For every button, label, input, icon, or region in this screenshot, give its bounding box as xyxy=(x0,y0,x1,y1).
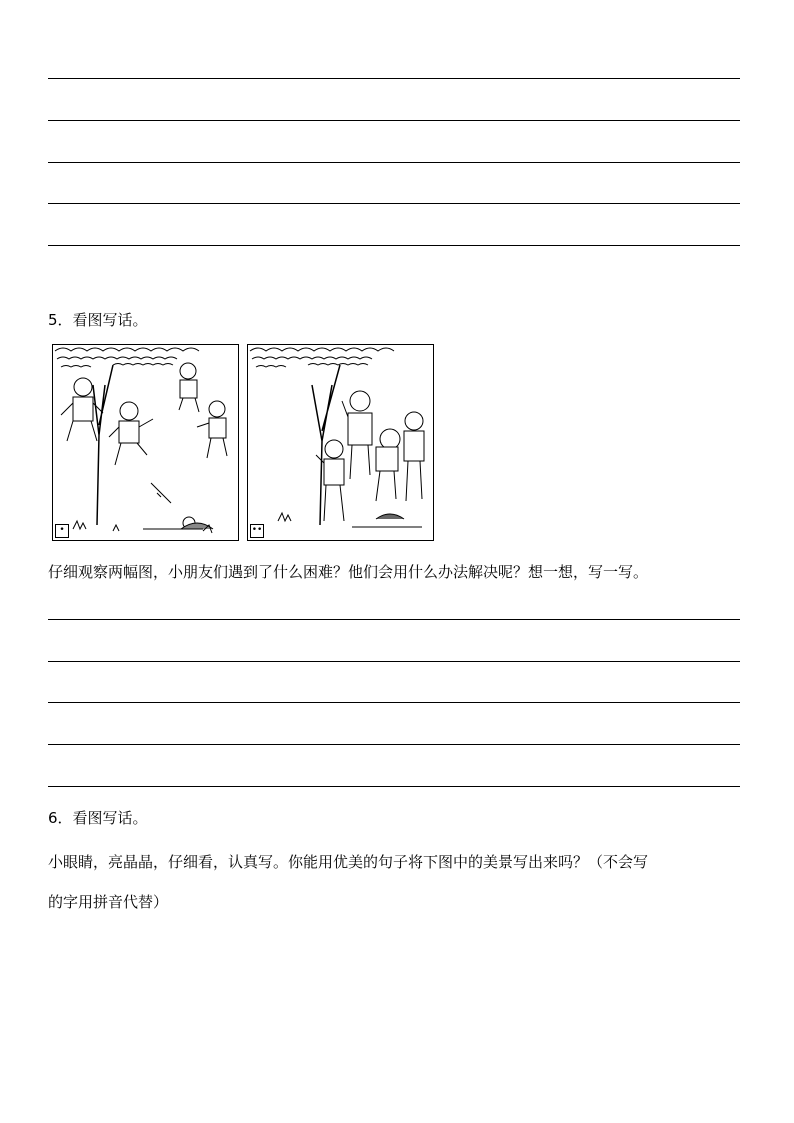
writing-line xyxy=(48,702,740,703)
question-6-prompt-line-2: 的字用拼音代替） xyxy=(48,893,169,911)
writing-line xyxy=(48,744,740,745)
kids-running-illustration xyxy=(53,345,240,542)
writing-line xyxy=(48,203,740,204)
kids-looking-at-hole-illustration xyxy=(248,345,435,542)
writing-line xyxy=(48,245,740,246)
writing-line xyxy=(48,162,740,163)
question-5-prompt: 仔细观察两幅图，小朋友们遇到了什么困难？他们会用什么办法解决呢？想一想，写一写。 xyxy=(48,563,649,581)
writing-line xyxy=(48,78,740,79)
picture-panel-2 xyxy=(247,344,434,541)
writing-line xyxy=(48,661,740,662)
writing-line xyxy=(48,786,740,787)
panel-number: • xyxy=(55,524,69,538)
writing-line xyxy=(48,619,740,620)
panel-number: •• xyxy=(250,524,264,538)
question-6-heading: 6．看图写话。 xyxy=(48,809,148,827)
picture-panel-1 xyxy=(52,344,239,541)
writing-line xyxy=(48,120,740,121)
question-6-prompt-line-1: 小眼睛，亮晶晶，仔细看，认真写。你能用优美的句子将下图中的美景写出来吗？（不会写 xyxy=(48,853,649,871)
question-5-heading: 5．看图写话。 xyxy=(48,311,148,329)
